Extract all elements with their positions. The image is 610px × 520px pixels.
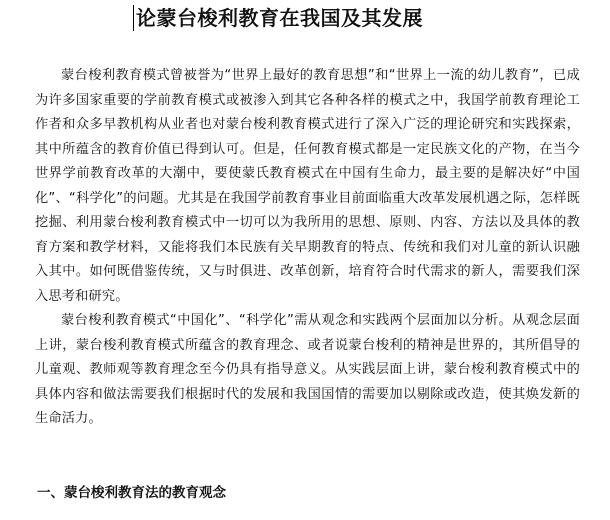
body-paragraph-2: 蒙台梭利教育模式“中国化”、“科学化”需从观念和实践两个层面加以分析。从观念层面上讲，蒙台梭利教育模式所蕴含的教育理念、或者说蒙台梭利的精神是世界的，其所倡导的儿童观、教师观等教育理念至今仍具有指导意义。从实践层面上讲，蒙台梭利教育模式中的具体内容和做法需要我们根据时代的发展和我国国情的需要加以剔除或改造，使其焕发新的生命活力。 xyxy=(35,313,580,426)
section-heading: 一、蒙台梭利教育法的教育观念 xyxy=(37,485,226,501)
text-cursor xyxy=(133,5,134,31)
document-body xyxy=(35,64,580,432)
body-paragraph-1: 蒙台梭利教育模式曾被誉为“世界上最好的教育思想”和“世界上一流的幼儿教育”，已成为许多国家重要的学前教育模式或被渗入到其它各种各样的模式之中，我国学前教育理论工作者和众多早教机构从业者也对蒙台梭利教育模式进行了深入广泛的理论研究和实践探索，其中所蕴含的教育价值已得到认可。但是，任何教育模式都是一定民族文化的产物，在当今世界学前教育改革的大潮中，要使蒙氏教育模式在中国有生命力，最主要的是解决好“中国化”、“科学化”的问题。尤其是在我国学前教育事业目前面临重大改革发展机遇之际，怎样既挖掘、利用蒙台梭利教育模式中一切可以为我所用的思想、原则、内容、方法以及具体的教育方案和教学材料，又能将我们本民族有关早期教育的特点、传统和我们对儿童的新认识融入其中。如何既借鉴传统，又与时俱进、改革创新，培育符合时代需求的新人，需要我们深入思考和研究。 xyxy=(35,68,580,304)
document-title: 论蒙台梭利教育在我国及其发展 xyxy=(136,6,423,30)
